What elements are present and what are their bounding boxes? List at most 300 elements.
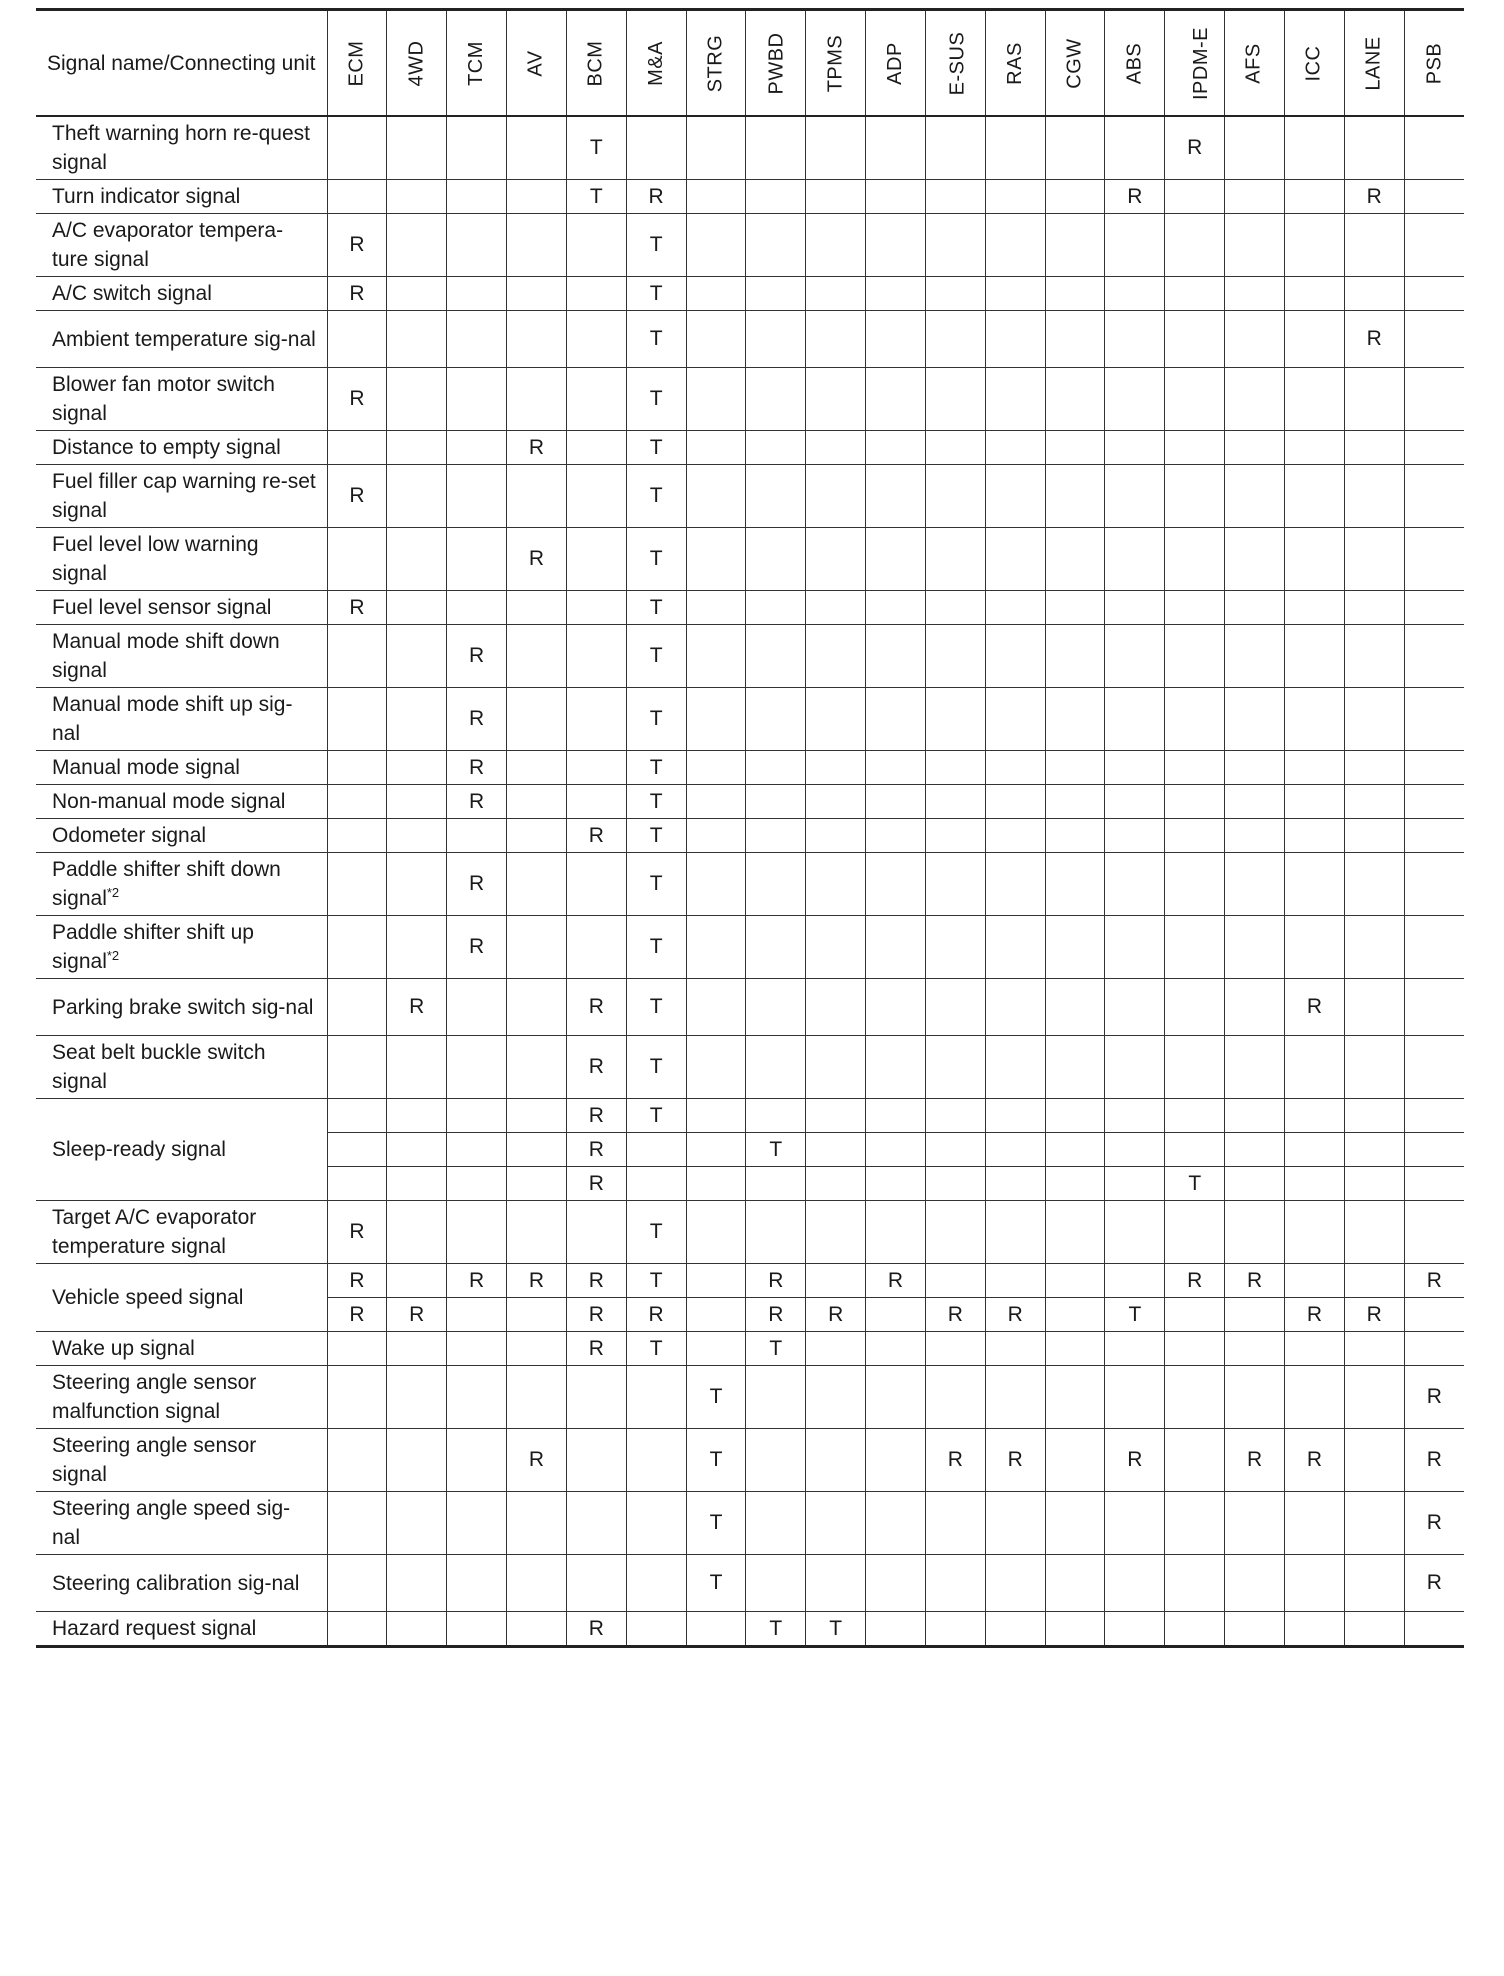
cell-icc — [1285, 853, 1345, 916]
cell-ipdm-e — [1165, 368, 1225, 431]
cell-ipdm-e — [1165, 1099, 1225, 1133]
cell-abs — [1105, 311, 1165, 368]
cell-afs — [1225, 368, 1285, 431]
cell-4wd — [387, 688, 447, 751]
receive-mark: R — [588, 1336, 604, 1360]
cell-ipdm-e — [1165, 625, 1225, 688]
cell-tpms — [806, 1201, 866, 1264]
cell-e-sus — [925, 465, 985, 528]
receive-mark: R — [469, 644, 485, 667]
signal-name — [36, 311, 327, 368]
cell-tcm — [447, 853, 507, 916]
cell-ecm — [327, 1036, 387, 1099]
cell-afs — [1225, 1298, 1285, 1332]
cell-abs — [1105, 1366, 1165, 1429]
cell-m-a — [626, 1492, 686, 1555]
cell-m-a — [626, 368, 686, 431]
signal-name — [36, 465, 327, 528]
receive-mark: R — [588, 1268, 604, 1292]
cell-e-sus — [925, 853, 985, 916]
column-header-e-sus — [925, 10, 985, 117]
cell-abs — [1105, 591, 1165, 625]
cell-ipdm-e — [1165, 214, 1225, 277]
cell-strg — [686, 853, 746, 916]
cell-m-a — [626, 1429, 686, 1492]
cell-ipdm-e — [1165, 180, 1225, 214]
cell-lane — [1344, 180, 1404, 214]
receive-mark: R — [588, 1171, 604, 1195]
cell-bcm — [566, 1167, 626, 1201]
cell-ras — [985, 853, 1045, 916]
cell-4wd — [387, 431, 447, 465]
cell-strg — [686, 688, 746, 751]
cell-tpms — [806, 431, 866, 465]
table-row — [36, 1201, 1464, 1264]
cell-e-sus — [925, 180, 985, 214]
signal-name-text: Seat belt buckle switch signal — [52, 1041, 266, 1093]
table-row — [36, 214, 1464, 277]
cell-icc — [1285, 1036, 1345, 1099]
transmit-mark: T — [709, 1571, 723, 1594]
cell-pwbd — [746, 688, 806, 751]
cell-4wd — [387, 528, 447, 591]
signal-name-text: A/C switch signal — [52, 282, 212, 305]
cell-tpms — [806, 688, 866, 751]
cell-cgw — [1045, 1429, 1105, 1492]
cell-lane — [1344, 1167, 1404, 1201]
cell-ras — [985, 1133, 1045, 1167]
column-header-label: BCM — [584, 40, 607, 86]
cell-abs — [1105, 528, 1165, 591]
cell-ipdm-e — [1165, 277, 1225, 311]
cell-m-a — [626, 528, 686, 591]
transmit-mark: T — [649, 707, 663, 730]
cell-cgw — [1045, 180, 1105, 214]
signal-name-text: Vehicle speed signal — [52, 1286, 244, 1309]
cell-tpms — [806, 1167, 866, 1201]
cell-strg — [686, 1298, 746, 1332]
cell-lane — [1344, 1332, 1404, 1366]
cell-icc — [1285, 277, 1345, 311]
cell-4wd — [387, 1332, 447, 1366]
cell-av — [507, 1133, 567, 1167]
cell-lane — [1344, 1612, 1404, 1647]
receive-mark: R — [648, 184, 664, 208]
table-row — [36, 1036, 1464, 1099]
cell-strg — [686, 431, 746, 465]
cell-adp — [866, 528, 926, 591]
signal-name — [36, 819, 327, 853]
cell-pwbd — [746, 180, 806, 214]
cell-ecm — [327, 1264, 387, 1298]
cell-icc — [1285, 785, 1345, 819]
cell-afs — [1225, 751, 1285, 785]
cell-strg — [686, 214, 746, 277]
cell-pwbd — [746, 916, 806, 979]
cell-4wd — [387, 180, 447, 214]
column-header-psb — [1404, 10, 1464, 117]
cell-tpms — [806, 1366, 866, 1429]
cell-adp — [866, 1298, 926, 1332]
cell-abs — [1105, 916, 1165, 979]
cell-bcm — [566, 311, 626, 368]
cell-icc — [1285, 688, 1345, 751]
cell-psb — [1404, 853, 1464, 916]
cell-4wd — [387, 1036, 447, 1099]
cell-pwbd — [746, 1264, 806, 1298]
cell-abs — [1105, 1264, 1165, 1298]
receive-mark: R — [349, 1268, 365, 1292]
signal-name — [36, 591, 327, 625]
signal-name-text: Paddle shifter shift down signal — [52, 858, 281, 910]
receive-mark: R — [528, 435, 545, 459]
column-header-label: TCM — [465, 40, 488, 86]
cell-ipdm-e — [1165, 1612, 1225, 1647]
cell-4wd — [387, 916, 447, 979]
cell-pwbd — [746, 1036, 806, 1099]
cell-ipdm-e — [1165, 1264, 1225, 1298]
cell-icc — [1285, 368, 1345, 431]
cell-psb — [1404, 180, 1464, 214]
cell-ras — [985, 979, 1045, 1036]
cell-lane — [1344, 1555, 1404, 1612]
cell-bcm — [566, 277, 626, 311]
signal-name — [36, 1036, 327, 1099]
receive-mark: R — [588, 1137, 604, 1161]
cell-strg — [686, 979, 746, 1036]
cell-pwbd — [746, 1298, 806, 1332]
receive-mark: R — [1007, 1302, 1023, 1326]
cell-abs — [1105, 1167, 1165, 1201]
cell-ras — [985, 916, 1045, 979]
cell-4wd — [387, 1133, 447, 1167]
cell-ipdm-e — [1165, 1201, 1225, 1264]
transmit-mark: T — [829, 1616, 843, 1640]
cell-4wd — [387, 853, 447, 916]
table-row — [36, 625, 1464, 688]
cell-bcm — [566, 785, 626, 819]
cell-afs — [1225, 431, 1285, 465]
receive-mark: R — [1187, 136, 1203, 159]
signal-name-text: Blower fan motor switch signal — [52, 373, 275, 425]
cell-ras — [985, 819, 1045, 853]
signal-name-text: Target A/C evaporator temperature signal — [52, 1206, 257, 1258]
cell-4wd — [387, 1612, 447, 1647]
cell-m-a — [626, 277, 686, 311]
column-header-label: CGW — [1063, 37, 1086, 89]
receive-mark: R — [588, 1616, 604, 1640]
cell-strg — [686, 116, 746, 180]
cell-bcm — [566, 1492, 626, 1555]
cell-ecm — [327, 1133, 387, 1167]
receive-mark: R — [588, 995, 604, 1018]
cell-ras — [985, 1201, 1045, 1264]
cell-icc — [1285, 1264, 1345, 1298]
transmit-mark: T — [769, 1137, 783, 1161]
transmit-mark: T — [769, 1336, 783, 1360]
cell-afs — [1225, 591, 1285, 625]
cell-icc — [1285, 1366, 1345, 1429]
cell-ras — [985, 368, 1045, 431]
cell-ipdm-e — [1165, 1555, 1225, 1612]
cell-m-a — [626, 785, 686, 819]
cell-ipdm-e — [1165, 1133, 1225, 1167]
cell-ras — [985, 311, 1045, 368]
transmit-mark: T — [649, 327, 663, 350]
cell-m-a — [626, 1298, 686, 1332]
cell-ecm — [327, 368, 387, 431]
cell-av — [507, 625, 567, 688]
receive-mark: R — [1306, 1302, 1322, 1326]
cell-lane — [1344, 1133, 1404, 1167]
cell-afs — [1225, 916, 1285, 979]
column-header-adp — [866, 10, 926, 117]
receive-mark: R — [528, 1268, 545, 1292]
cell-e-sus — [925, 1492, 985, 1555]
cell-e-sus — [925, 277, 985, 311]
cell-av — [507, 368, 567, 431]
signal-name — [36, 785, 327, 819]
column-header-ecm — [327, 10, 387, 117]
column-header-abs — [1105, 10, 1165, 117]
cell-m-a — [626, 979, 686, 1036]
receive-mark: R — [469, 707, 485, 730]
receive-mark: R — [469, 755, 485, 779]
cell-cgw — [1045, 785, 1105, 819]
cell-psb — [1404, 688, 1464, 751]
table-row — [36, 1099, 1464, 1133]
transmit-mark: T — [649, 755, 663, 779]
cell-lane — [1344, 1201, 1404, 1264]
cell-tpms — [806, 528, 866, 591]
cell-pwbd — [746, 431, 806, 465]
cell-icc — [1285, 1298, 1345, 1332]
table-row — [36, 465, 1464, 528]
cell-psb — [1404, 1492, 1464, 1555]
cell-psb — [1404, 751, 1464, 785]
cell-afs — [1225, 116, 1285, 180]
cell-ecm — [327, 1298, 387, 1332]
cell-ras — [985, 116, 1045, 180]
signal-name — [36, 625, 327, 688]
cell-av — [507, 277, 567, 311]
transmit-mark: T — [649, 644, 663, 667]
cell-lane — [1344, 1264, 1404, 1298]
cell-adp — [866, 1201, 926, 1264]
cell-4wd — [387, 1099, 447, 1133]
cell-icc — [1285, 1133, 1345, 1167]
cell-tpms — [806, 916, 866, 979]
cell-abs — [1105, 1036, 1165, 1099]
receive-mark: R — [1127, 184, 1143, 208]
column-header-label: LANE — [1362, 35, 1385, 91]
cell-av — [507, 1036, 567, 1099]
cell-tpms — [806, 625, 866, 688]
cell-strg — [686, 180, 746, 214]
cell-m-a — [626, 1133, 686, 1167]
cell-adp — [866, 785, 926, 819]
cell-tcm — [447, 528, 507, 591]
cell-strg — [686, 1201, 746, 1264]
cell-tcm — [447, 785, 507, 819]
cell-tpms — [806, 1332, 866, 1366]
cell-tcm — [447, 1555, 507, 1612]
signal-name — [36, 1366, 327, 1429]
cell-afs — [1225, 1612, 1285, 1647]
cell-psb — [1404, 1366, 1464, 1429]
cell-psb — [1404, 431, 1464, 465]
cell-adp — [866, 591, 926, 625]
cell-ecm — [327, 180, 387, 214]
cell-tpms — [806, 1264, 866, 1298]
cell-ipdm-e — [1165, 528, 1225, 591]
signal-name — [36, 1612, 327, 1647]
signal-name-text: Paddle shifter shift up signal — [52, 921, 254, 973]
cell-abs — [1105, 853, 1165, 916]
cell-strg — [686, 368, 746, 431]
cell-tpms — [806, 1036, 866, 1099]
cell-ecm — [327, 1429, 387, 1492]
transmit-mark: T — [649, 233, 663, 256]
transmit-mark: T — [649, 1220, 663, 1243]
cell-ecm — [327, 785, 387, 819]
cell-abs — [1105, 465, 1165, 528]
cell-lane — [1344, 1429, 1404, 1492]
receive-mark: R — [947, 1448, 963, 1471]
cell-pwbd — [746, 1133, 806, 1167]
cell-av — [507, 1612, 567, 1647]
transmit-mark: T — [1128, 1302, 1142, 1326]
cell-abs — [1105, 1612, 1165, 1647]
cell-ecm — [327, 751, 387, 785]
cell-m-a — [626, 1264, 686, 1298]
cell-cgw — [1045, 528, 1105, 591]
cell-icc — [1285, 979, 1345, 1036]
cell-4wd — [387, 751, 447, 785]
cell-adp — [866, 625, 926, 688]
cell-cgw — [1045, 1036, 1105, 1099]
cell-4wd — [387, 819, 447, 853]
cell-cgw — [1045, 116, 1105, 180]
cell-pwbd — [746, 625, 806, 688]
column-header-label: AV — [524, 49, 547, 77]
cell-bcm — [566, 1555, 626, 1612]
table-row — [36, 1332, 1464, 1366]
cell-icc — [1285, 180, 1345, 214]
cell-ipdm-e — [1165, 785, 1225, 819]
cell-e-sus — [925, 819, 985, 853]
cell-ras — [985, 1036, 1045, 1099]
cell-afs — [1225, 688, 1285, 751]
column-header-label: ABS — [1123, 42, 1146, 84]
column-header-label: ICC — [1302, 45, 1325, 81]
cell-e-sus — [925, 1612, 985, 1647]
transmit-mark: T — [709, 1511, 723, 1534]
cell-pwbd — [746, 311, 806, 368]
cell-4wd — [387, 625, 447, 688]
receive-mark: R — [349, 595, 365, 619]
cell-abs — [1105, 180, 1165, 214]
table-row — [36, 116, 1464, 180]
cell-lane — [1344, 979, 1404, 1036]
cell-afs — [1225, 528, 1285, 591]
cell-ras — [985, 1264, 1045, 1298]
cell-psb — [1404, 1429, 1464, 1492]
transmit-mark: T — [649, 595, 663, 619]
cell-lane — [1344, 819, 1404, 853]
cell-m-a — [626, 853, 686, 916]
cell-e-sus — [925, 528, 985, 591]
cell-bcm — [566, 979, 626, 1036]
cell-ipdm-e — [1165, 1366, 1225, 1429]
cell-icc — [1285, 1201, 1345, 1264]
cell-4wd — [387, 785, 447, 819]
cell-adp — [866, 1429, 926, 1492]
signal-name-text: Manual mode shift up sig-nal — [52, 693, 293, 745]
cell-e-sus — [925, 311, 985, 368]
cell-abs — [1105, 1492, 1165, 1555]
cell-abs — [1105, 277, 1165, 311]
cell-av — [507, 979, 567, 1036]
cell-ipdm-e — [1165, 688, 1225, 751]
cell-psb — [1404, 785, 1464, 819]
cell-ecm — [327, 591, 387, 625]
cell-e-sus — [925, 431, 985, 465]
cell-e-sus — [925, 1036, 985, 1099]
column-header-tpms — [806, 10, 866, 117]
cell-m-a — [626, 465, 686, 528]
cell-bcm — [566, 1264, 626, 1298]
column-header-4wd — [387, 10, 447, 117]
cell-m-a — [626, 1366, 686, 1429]
cell-icc — [1285, 591, 1345, 625]
cell-lane — [1344, 625, 1404, 688]
cell-abs — [1105, 625, 1165, 688]
cell-ecm — [327, 277, 387, 311]
cell-ras — [985, 625, 1045, 688]
cell-cgw — [1045, 465, 1105, 528]
transmit-mark: T — [769, 1616, 783, 1640]
cell-tpms — [806, 214, 866, 277]
cell-ras — [985, 1167, 1045, 1201]
signal-name — [36, 751, 327, 785]
cell-psb — [1404, 116, 1464, 180]
cell-tpms — [806, 180, 866, 214]
cell-e-sus — [925, 1167, 985, 1201]
cell-m-a — [626, 1612, 686, 1647]
cell-tpms — [806, 1298, 866, 1332]
cell-ipdm-e — [1165, 819, 1225, 853]
cell-tcm — [447, 1036, 507, 1099]
cell-lane — [1344, 1492, 1404, 1555]
cell-psb — [1404, 819, 1464, 853]
cell-strg — [686, 1133, 746, 1167]
cell-4wd — [387, 1429, 447, 1492]
transmit-mark: T — [649, 823, 663, 847]
column-header-label: RAS — [1003, 41, 1026, 85]
cell-av — [507, 431, 567, 465]
cell-bcm — [566, 465, 626, 528]
cell-strg — [686, 1612, 746, 1647]
cell-icc — [1285, 1099, 1345, 1133]
cell-lane — [1344, 277, 1404, 311]
cell-tpms — [806, 819, 866, 853]
cell-e-sus — [925, 1133, 985, 1167]
cell-cgw — [1045, 853, 1105, 916]
cell-av — [507, 916, 567, 979]
cell-adp — [866, 180, 926, 214]
cell-cgw — [1045, 311, 1105, 368]
